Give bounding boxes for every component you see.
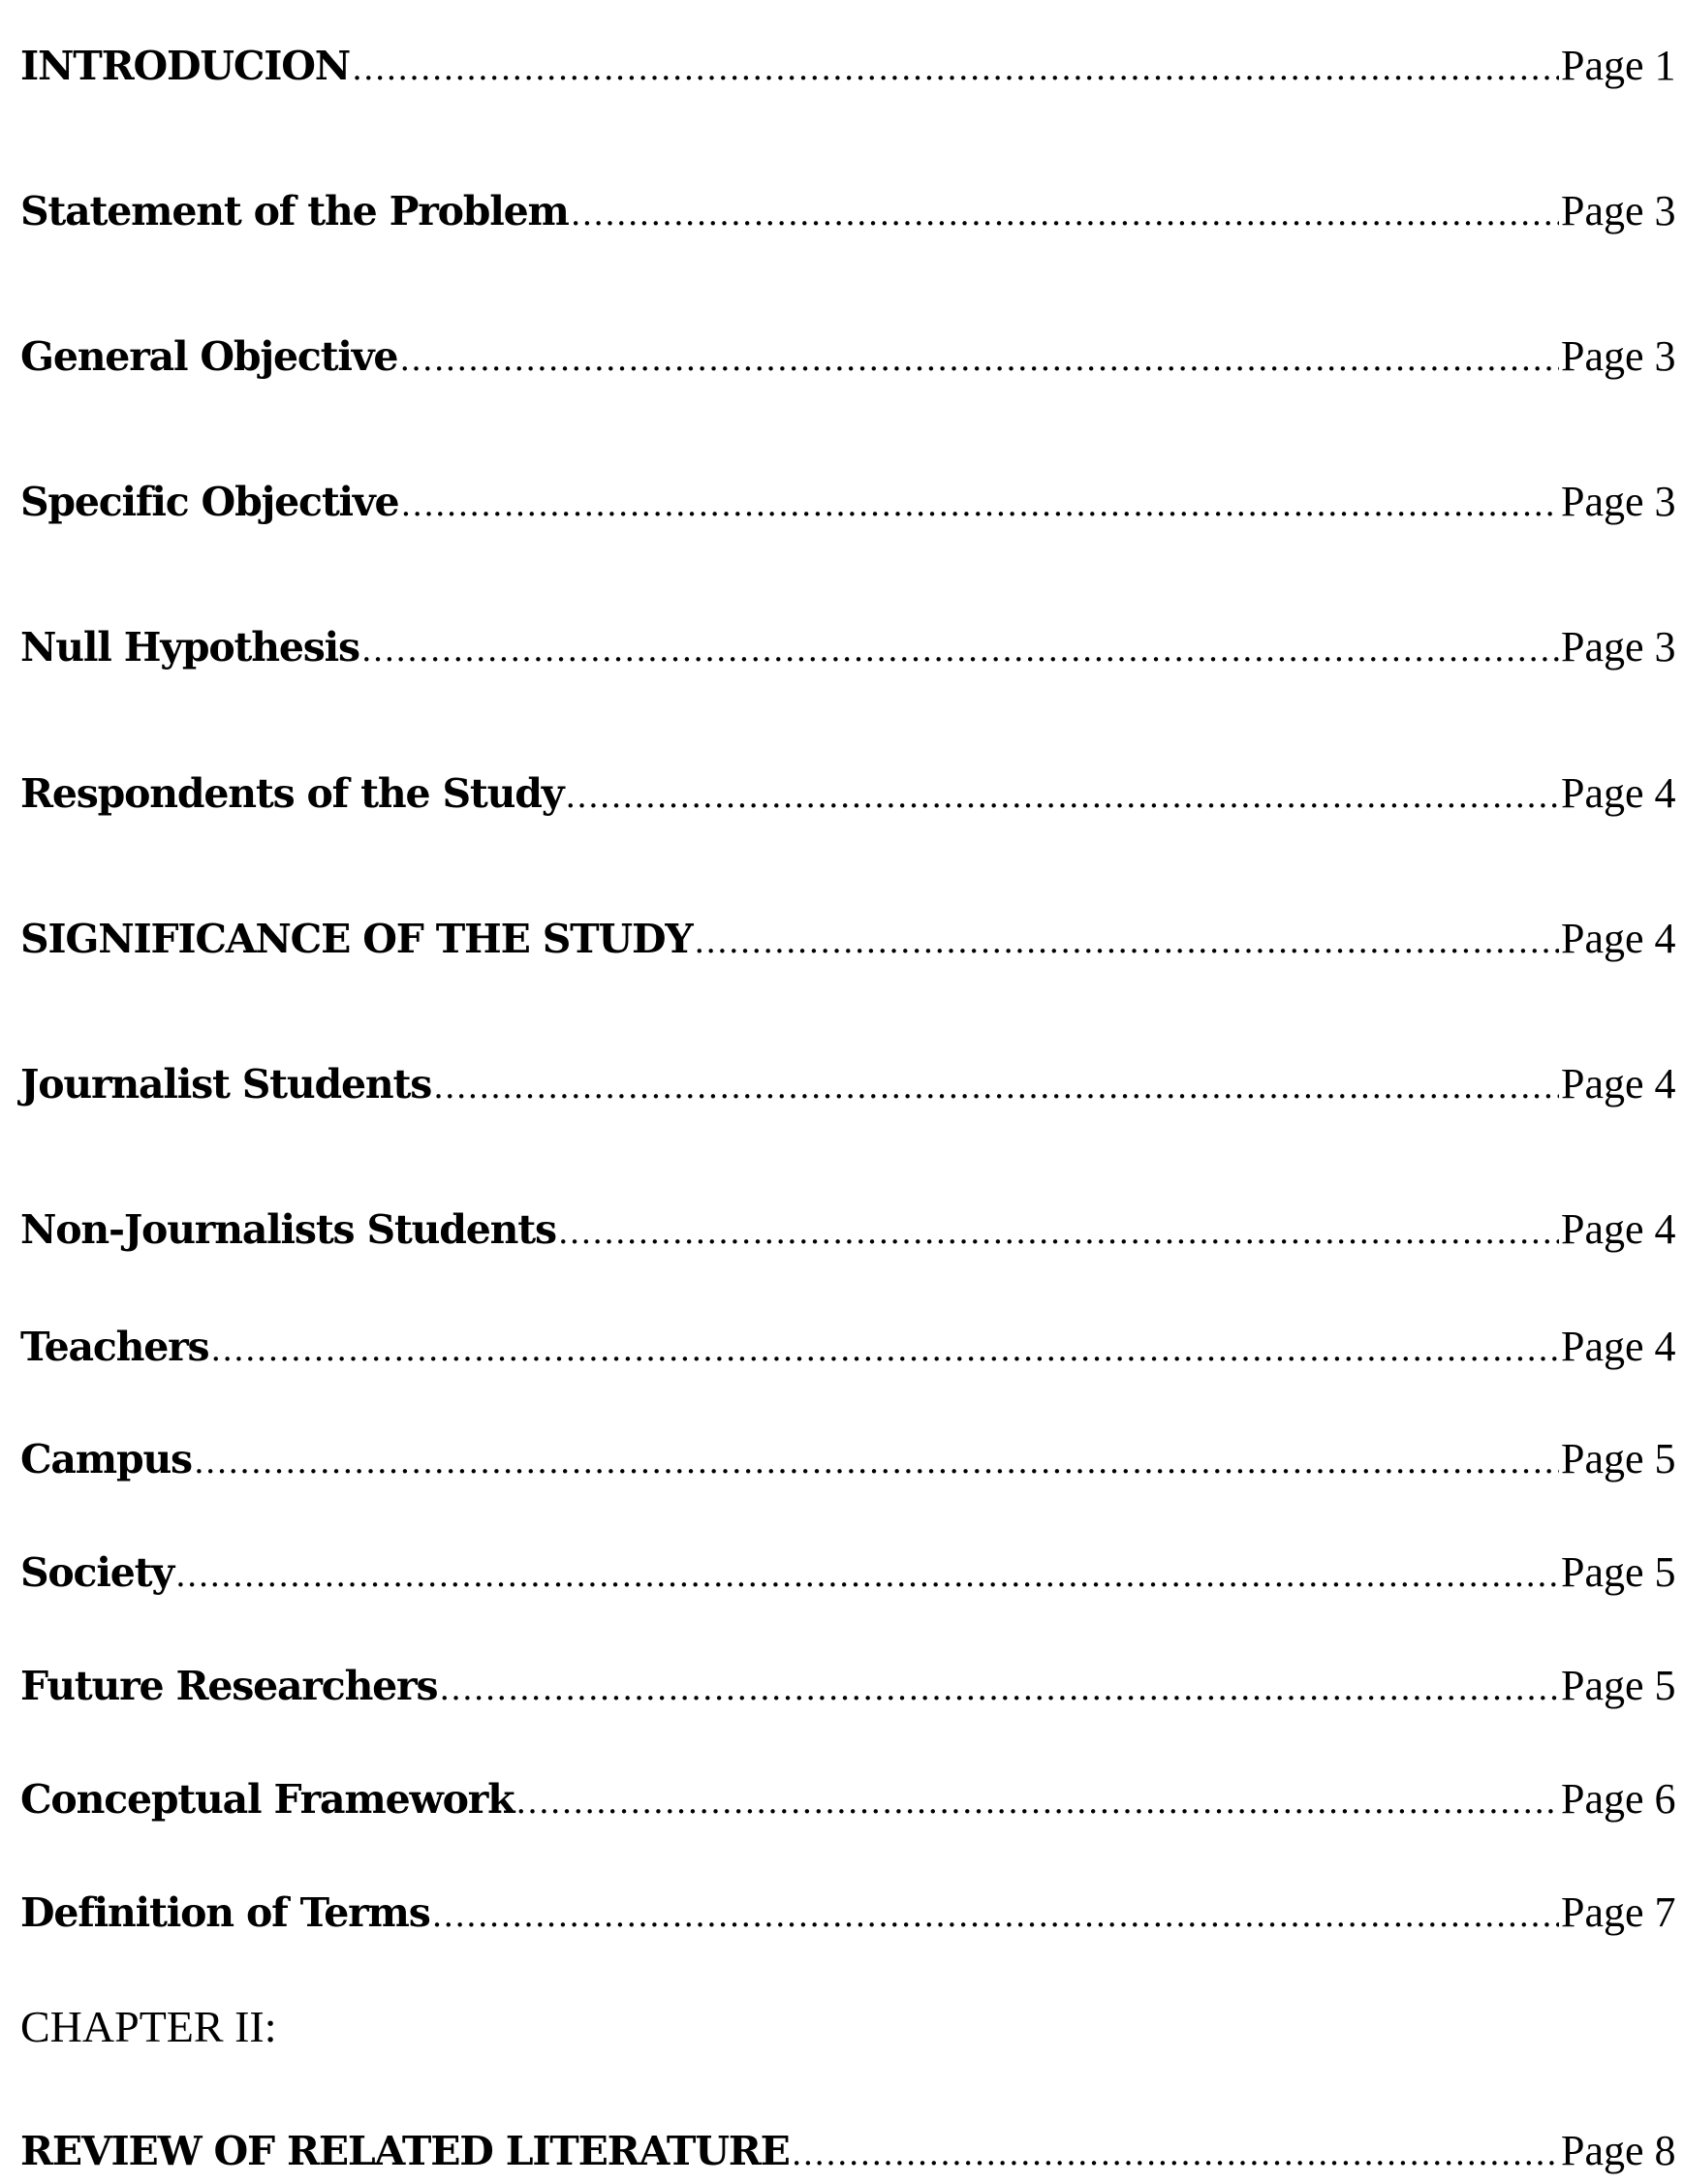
toc-entry-page: Page 7 [1561, 1888, 1676, 1936]
toc-entry [20, 768, 1684, 827]
toc-entry [20, 477, 1684, 535]
dot-leader [792, 2135, 1559, 2173]
dot-leader [558, 1213, 1559, 1252]
dot-leader [565, 777, 1559, 816]
toc-entry [20, 1059, 1684, 1117]
dot-leader [433, 1068, 1559, 1107]
dot-leader [571, 195, 1559, 234]
dot-leader [400, 485, 1559, 524]
dot-leader [175, 1556, 1559, 1595]
toc-entry [20, 1774, 1684, 1832]
toc-entry [20, 914, 1684, 972]
dot-leader [694, 922, 1559, 961]
toc-entry-page: Page 4 [1561, 1323, 1676, 1370]
toc-entry-page: Page 3 [1561, 623, 1676, 671]
toc-entry-page: Page 4 [1561, 1060, 1676, 1108]
toc-entry-page: Page 1 [1561, 42, 1676, 89]
toc-entry-title: Future Researchers [20, 1663, 438, 1709]
toc-entry [20, 622, 1684, 680]
toc-entry-title: Campus [20, 1436, 192, 1482]
toc-entry-title: Non-Journalists Students [20, 1206, 556, 1253]
toc-entry [20, 1204, 1684, 1263]
toc-entry-page: Page 8 [1561, 2127, 1676, 2174]
toc-entry [20, 2126, 1684, 2184]
toc-entry [20, 331, 1684, 390]
toc-entry-title: Respondents of the Study [20, 770, 564, 817]
toc-entry-page: Page 3 [1561, 478, 1676, 525]
toc-entry-title: INTRODUCION [20, 43, 351, 89]
dot-leader [432, 1896, 1559, 1935]
toc-entry-title: SIGNIFICANCE OF THE STUDY [20, 916, 693, 962]
toc-entry [20, 1322, 1684, 1380]
toc-entry-page: Page 5 [1561, 1662, 1676, 1709]
toc-entry [20, 41, 1684, 99]
toc-entry-title: Society [20, 1549, 173, 1596]
dot-leader [361, 631, 1559, 670]
toc-entry-title: Statement of the Problem [20, 188, 569, 234]
toc-entry-title: General Objective [20, 333, 398, 380]
toc-entry-title: Teachers [20, 1324, 209, 1370]
toc-entry-page: Page 5 [1561, 1548, 1676, 1596]
toc-entry-page: Page 3 [1561, 332, 1676, 380]
toc-entry-title: Conceptual Framework [20, 1776, 515, 1823]
dot-leader [352, 49, 1559, 88]
toc-entry-title: Specific Objective [20, 479, 399, 525]
toc-entry [20, 1547, 1684, 1606]
toc-entry-title: REVIEW OF RELATED LITERATURE [20, 2128, 790, 2174]
dot-leader [439, 1669, 1559, 1708]
toc-entry-title: Journalist Students [20, 1061, 432, 1108]
toc-entry-page: Page 4 [1561, 769, 1676, 817]
toc-entry [20, 1888, 1684, 1946]
dot-leader [210, 1330, 1559, 1369]
dot-leader [515, 1783, 1559, 1822]
dot-leader [399, 340, 1559, 379]
toc-entry-page: Page 4 [1561, 915, 1676, 962]
toc-entry [20, 1434, 1684, 1492]
toc-entry [20, 186, 1684, 244]
toc-entry-page: Page 3 [1561, 187, 1676, 234]
dot-leader [194, 1443, 1559, 1482]
toc-entry-title: Definition of Terms [20, 1889, 430, 1936]
toc-entry [20, 1661, 1684, 1719]
toc-entry-page: Page 5 [1561, 1435, 1676, 1482]
chapter-heading: CHAPTER II: [20, 2002, 277, 2051]
toc-entry-page: Page 4 [1561, 1205, 1676, 1253]
toc-entry-title: Null Hypothesis [20, 624, 359, 671]
toc-entry-page: Page 6 [1561, 1775, 1676, 1823]
